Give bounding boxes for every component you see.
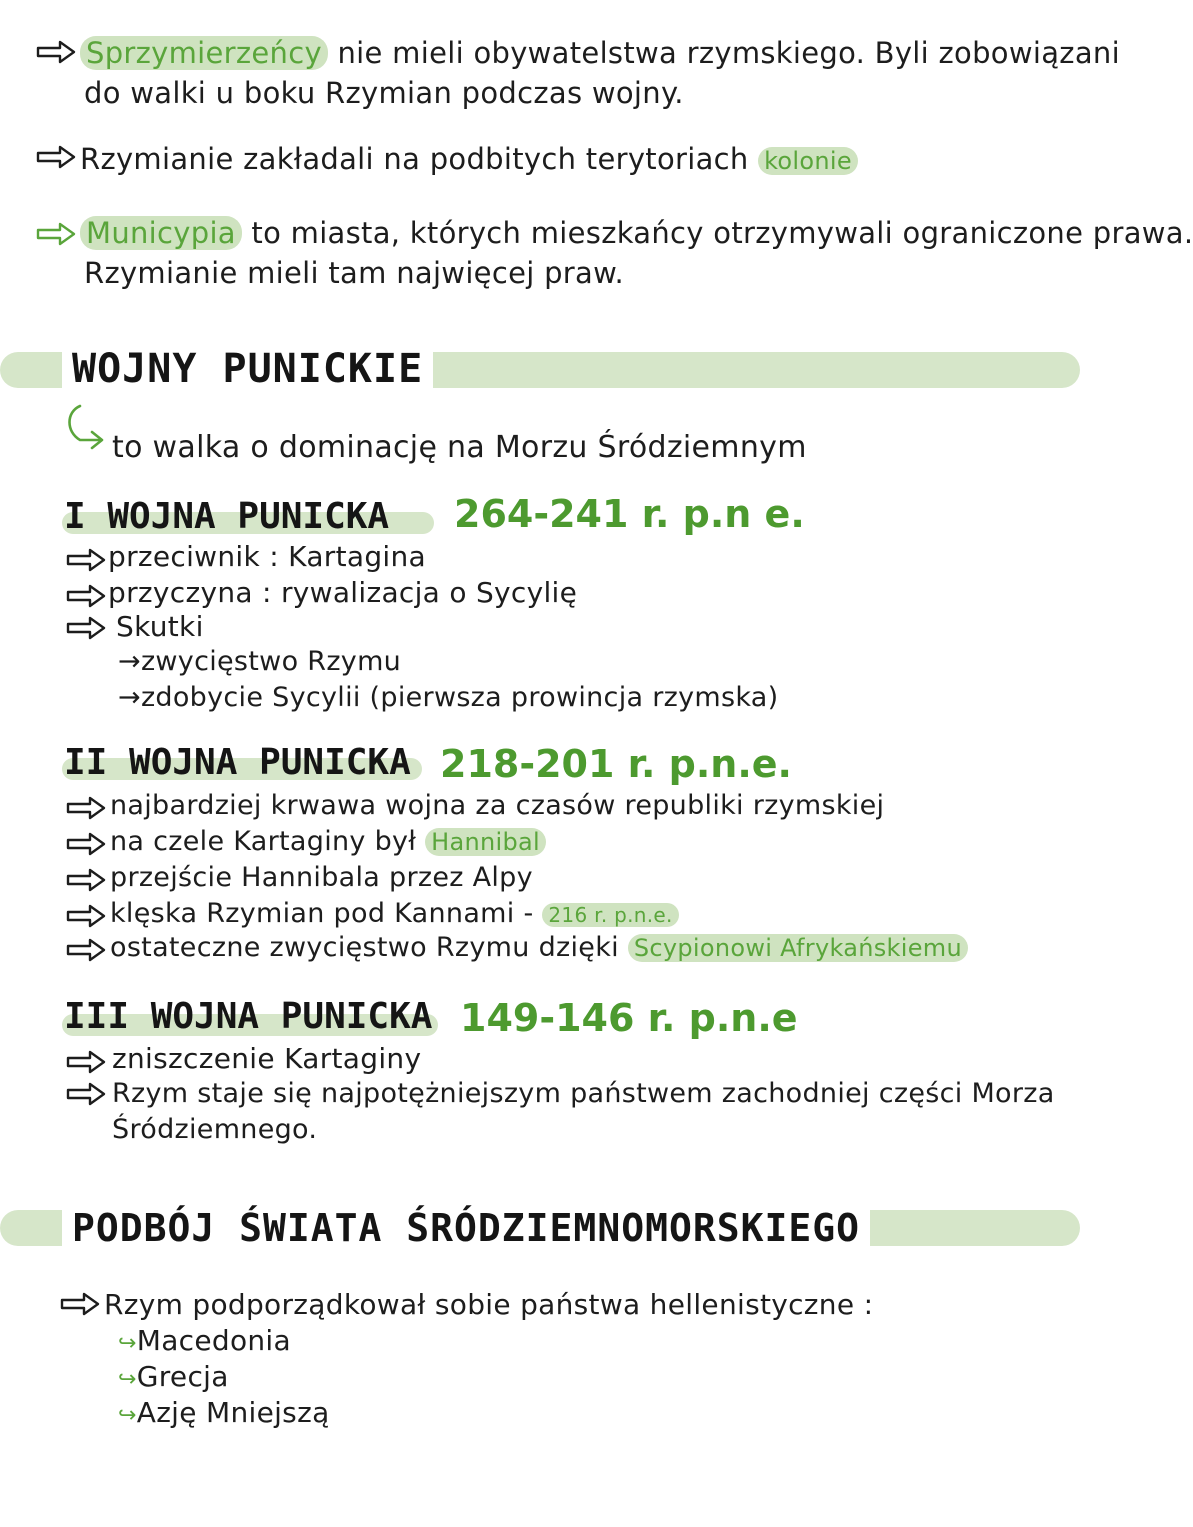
highlight-scypion: Scypionowi Afrykańskiemu bbox=[628, 934, 968, 962]
war1-heading: I WOJNA PUNICKA bbox=[64, 496, 390, 537]
highlight-sprzymierzency: Sprzymierzeńcy bbox=[80, 36, 328, 70]
war2-item-5: ostateczne zwycięstwo Rzymu dzięki Scypionowi Afrykańskiemu bbox=[110, 932, 968, 963]
arrow-icon bbox=[66, 868, 106, 892]
arrow-icon bbox=[66, 548, 106, 572]
war1-dates: 264-241 r. p.n e. bbox=[454, 492, 805, 536]
intro-paragraph-3: Municypia to miasta, których mieszkańcy otrzymywali ograniczone prawa. bbox=[80, 216, 1193, 250]
arrow-icon bbox=[36, 40, 76, 64]
war3-dates: 149-146 r. p.n.e bbox=[460, 996, 798, 1040]
section-title-podboj: PODBÓJ ŚWIATA ŚRÓDZIEMNOMORSKIEGO bbox=[62, 1206, 870, 1250]
arrow-icon bbox=[66, 832, 106, 856]
war2-dates: 218-201 r. p.n.e. bbox=[440, 742, 792, 786]
war1-item-2: przyczyna : rywalizacja o Sycylię bbox=[108, 576, 578, 609]
arrow-icon bbox=[66, 938, 106, 962]
section-title-wojny-punickie: WOJNY PUNICKIE bbox=[62, 346, 433, 392]
intro-paragraph-1-line2: do walki u boku Rzymian podczas wojny. bbox=[84, 76, 684, 110]
war3-item-2: Rzym staje się najpotężniejszym państwem zachodniej części Morza bbox=[112, 1078, 1055, 1109]
highlight-municypia: Municypia bbox=[80, 216, 242, 250]
war2-item-2: na czele Kartaginy był Hannibal bbox=[110, 826, 546, 857]
war1-item-1: przeciwnik : Kartagina bbox=[108, 540, 426, 573]
conquest-item-2: ↪Grecja bbox=[118, 1360, 229, 1393]
section-subtitle: to walka o dominację na Morzu Śródziemnym bbox=[112, 430, 807, 465]
intro-paragraph-2: Rzymianie zakładali na podbitych terytoriach kolonie bbox=[80, 142, 858, 176]
war1-effect-2: →zdobycie Sycylii (pierwsza prowincja rzymska) bbox=[118, 682, 779, 713]
arrow-icon bbox=[60, 1292, 100, 1316]
arrow-icon bbox=[36, 145, 76, 169]
arrow-icon bbox=[66, 904, 106, 928]
war1-effect-1: →zwycięstwo Rzymu bbox=[118, 646, 402, 677]
conquest-intro: Rzym podporządkował sobie państwa hellenistyczne : bbox=[104, 1288, 874, 1321]
intro-paragraph-3-line2: Rzymianie mieli tam najwięcej praw. bbox=[84, 256, 624, 290]
arrow-icon bbox=[66, 584, 106, 608]
war2-item-4: klęska Rzymian pod Kannami - 216 r. p.n.e. bbox=[110, 898, 679, 929]
highlight-hannibal: Hannibal bbox=[425, 828, 546, 856]
highlight-kolonie: kolonie bbox=[758, 147, 858, 175]
arrow-icon bbox=[66, 796, 106, 820]
war2-item-3: przejście Hannibala przez Alpy bbox=[110, 862, 533, 893]
highlight-date-216: 216 r. p.n.e. bbox=[542, 903, 678, 927]
conquest-item-3: ↪Azję Mniejszą bbox=[118, 1396, 330, 1429]
arrow-icon bbox=[66, 1050, 106, 1074]
war1-item-3: Skutki bbox=[116, 610, 204, 643]
conquest-item-1: ↪Macedonia bbox=[118, 1324, 291, 1357]
war3-heading: III WOJNA PUNICKA bbox=[64, 996, 433, 1037]
arrow-icon bbox=[66, 1082, 106, 1106]
war2-heading: II WOJNA PUNICKA bbox=[64, 742, 411, 783]
intro-paragraph-1: Sprzymierzeńcy nie mieli obywatelstwa rzymskiego. Byli zobowiązani bbox=[80, 36, 1120, 70]
war3-item-1: zniszczenie Kartaginy bbox=[112, 1042, 422, 1075]
war2-item-1: najbardziej krwawa wojna za czasów republiki rzymskiej bbox=[110, 790, 885, 821]
arrow-icon bbox=[66, 616, 106, 640]
curved-arrow-icon bbox=[60, 402, 108, 454]
arrow-icon bbox=[36, 222, 76, 246]
war3-item-2-line2: Śródziemnego. bbox=[112, 1114, 318, 1145]
